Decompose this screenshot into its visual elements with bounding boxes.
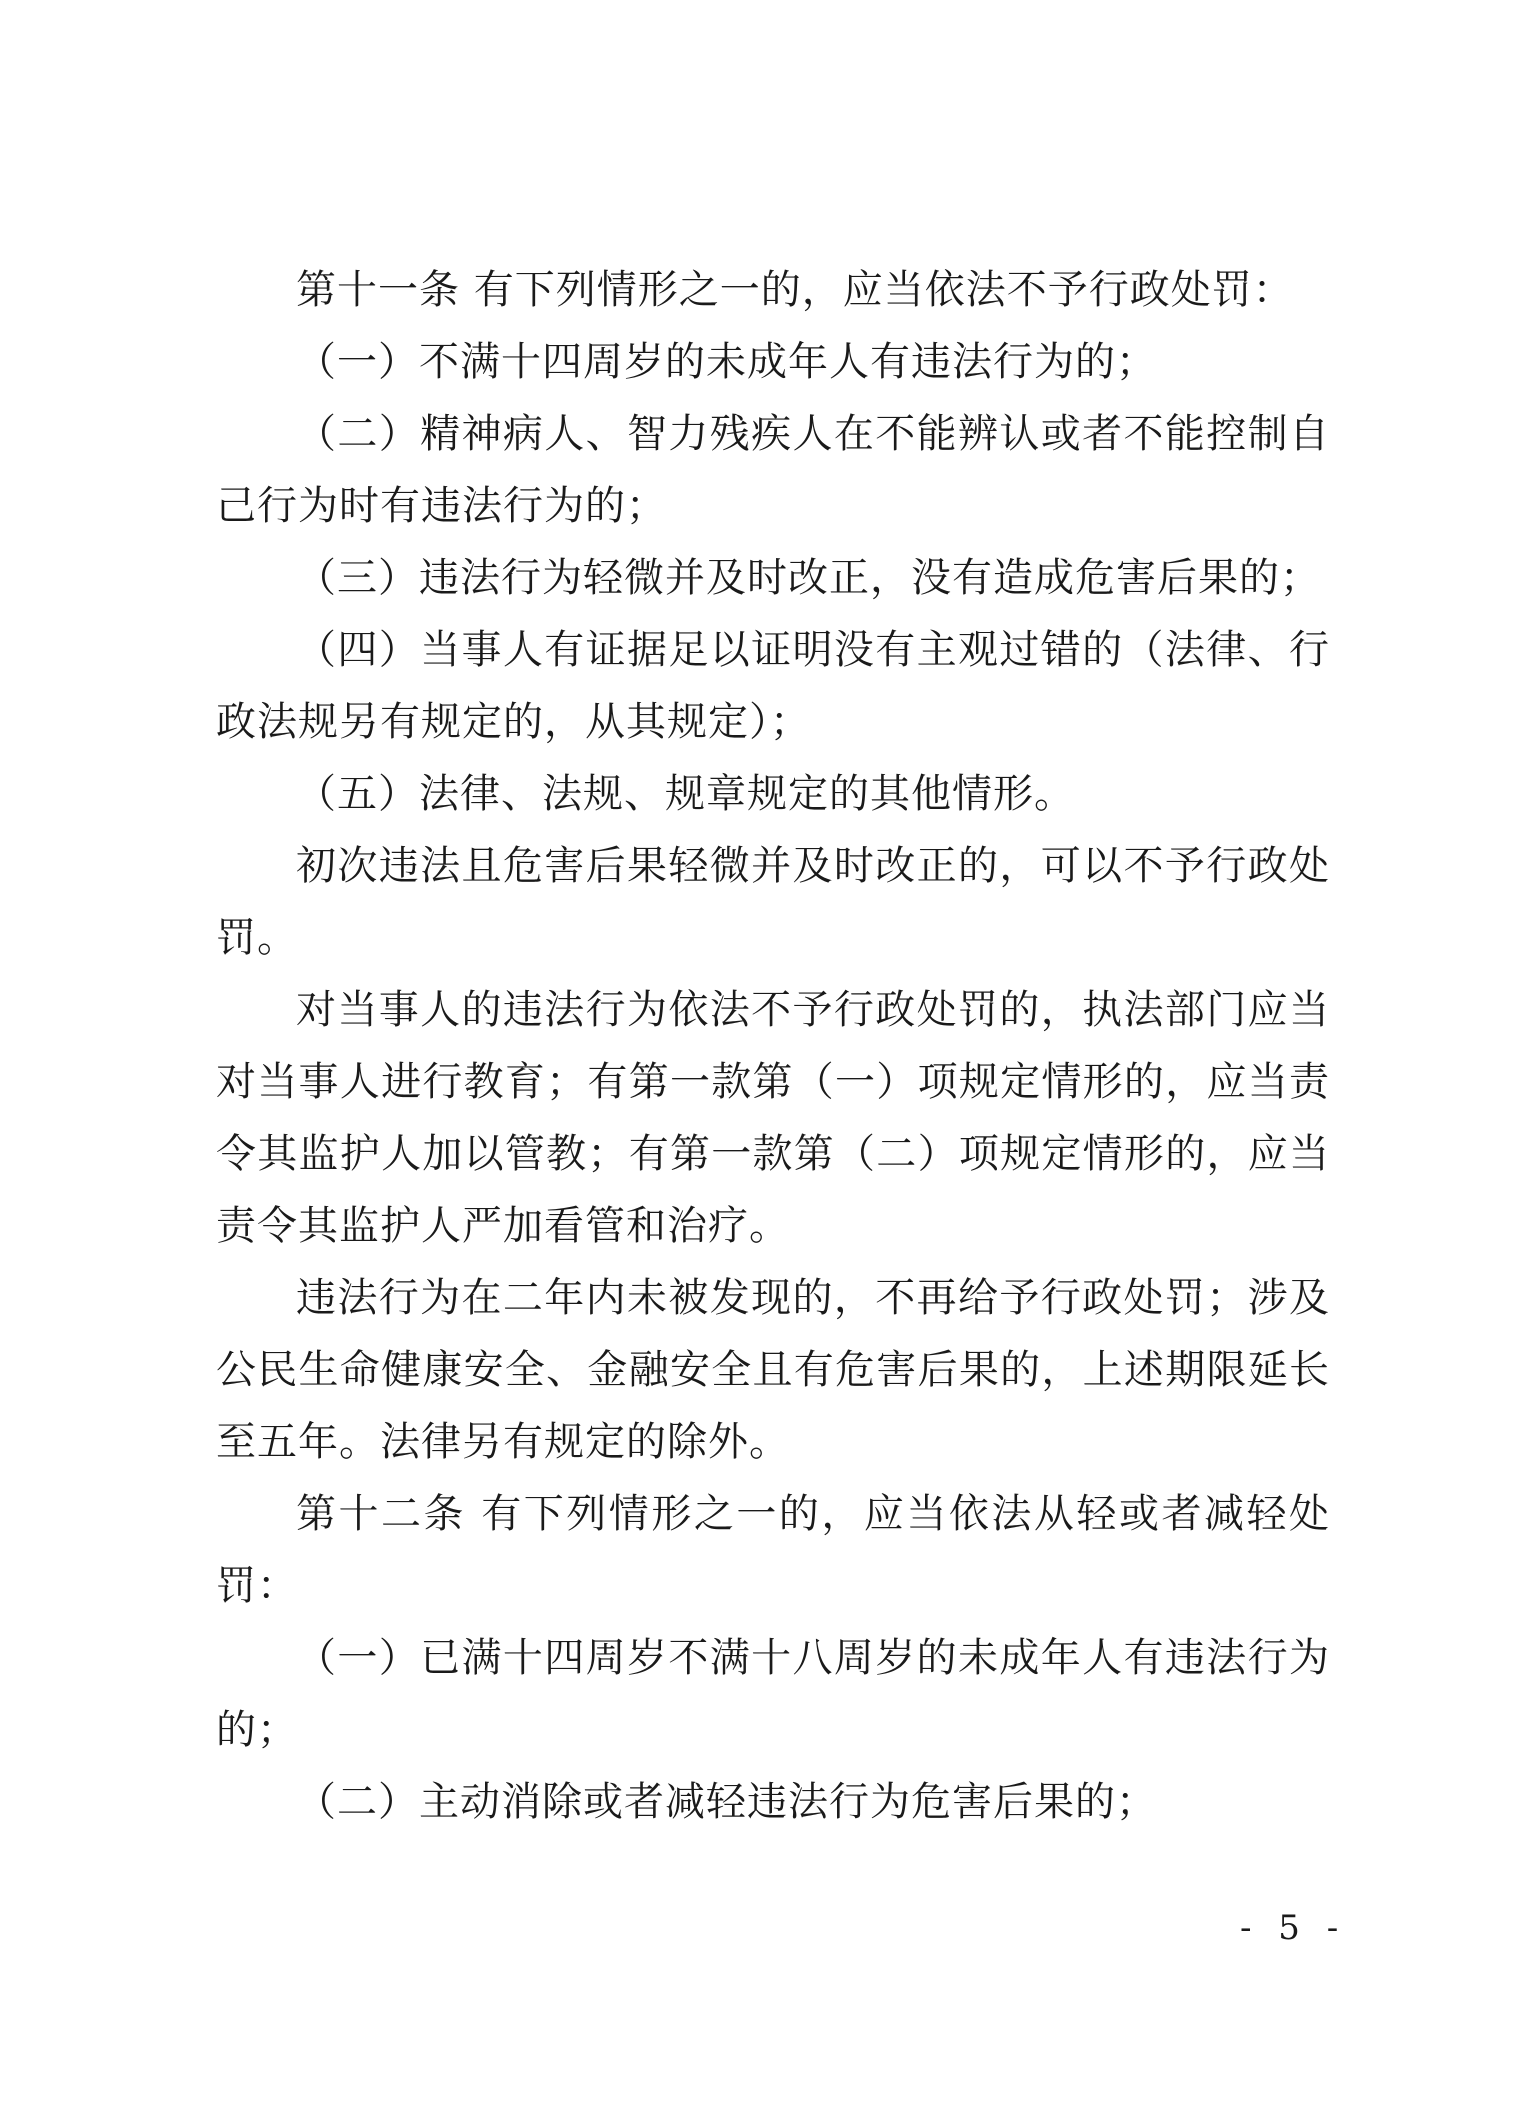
article-11-item-2: （二）精神病人、智力残疾人在不能辨认或者不能控制自己行为时有违法行为的； [216,411,1330,529]
article-12-item-2: （二）主动消除或者减轻违法行为危害后果的； [296,1779,1157,1825]
article-11-heading: 第十一条 有下列情形之一的，应当依法不予行政处罚： [296,267,1294,313]
article-11-item-4: （四）当事人有证据足以证明没有主观过错的（法律、行政法规另有规定的，从其规定）； [216,627,1330,745]
article-11-clause-4: 违法行为在二年内未被发现的，不再给予行政处罚；涉及公民生命健康安全、金融安全且有危害后果的，上述期限延长至五年。法律另有规定的除外。 [216,1275,1330,1465]
article-11-clause-3: 对当事人的违法行为依法不予行政处罚的，执法部门应当对当事人进行教育；有第一款第（一）项规定情形的，应当责令其监护人加以管教；有第一款第（二）项规定情形的，应当责令其监护人严加看管和治疗。 [216,987,1330,1249]
article-12-heading: 第十二条 有下列情形之一的，应当依法从轻或者减轻处罚： [216,1491,1330,1609]
article-11-clause-2: 初次违法且危害后果轻微并及时改正的，可以不予行政处罚。 [216,843,1330,961]
article-11-item-3: （三）违法行为轻微并及时改正，没有造成危害后果的； [296,555,1321,601]
article-12-item-1: （一）已满十四周岁不满十八周岁的未成年人有违法行为的； [216,1635,1330,1753]
document-body [216,254,1330,1838]
page-number: - 5 - [1240,1908,1347,1948]
article-11-item-1: （一）不满十四周岁的未成年人有违法行为的； [296,339,1157,385]
article-11-item-5: （五）法律、法规、规章规定的其他情形。 [296,771,1075,817]
